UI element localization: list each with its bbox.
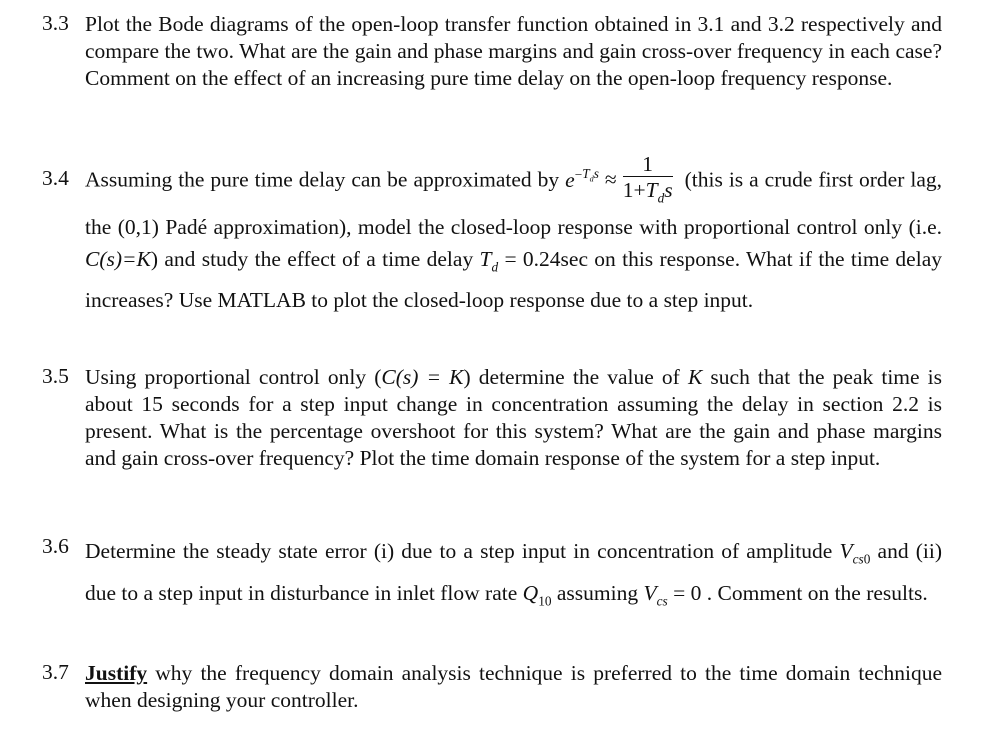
td-value: = 0.24 [504, 247, 561, 272]
question-number: 3.5 [42, 364, 69, 388]
text-c: such that the peak time is about 15 seconds for a step input change in concentration assuming the delay in section 2.2 is present. What is the percentage overshoot for this system? What are the gain and phase margins and gain cross-over frequency? Plot the time domain response of the system for a step input. [85, 365, 943, 470]
question-text [85, 364, 942, 472]
cs-equals-k: C(s)=K [85, 247, 151, 272]
gain-k: K [687, 365, 703, 389]
question-3-5 [42, 364, 942, 472]
text-e: Comment on the results. [717, 581, 928, 606]
question-number: 3.7 [42, 660, 69, 684]
pade-fraction [623, 152, 673, 211]
after-fraction-text: (this is a crude first order lag, the (0,1) Padé approximation), model the closed-loop response with proportional control only (i.e. [85, 167, 942, 240]
delay-exponential: $e^{-T_ds}$ [565, 166, 599, 192]
question-number: 3.6 [42, 534, 69, 558]
question-3-6 [42, 534, 942, 619]
text-d: = 0 . [673, 581, 713, 606]
question-number: 3.3 [42, 11, 69, 35]
text-a: Determine the steady state error (i) due to a step input in concentration of amplitude [85, 539, 833, 563]
justify-keyword: Justify [85, 661, 148, 685]
question-number: 3.4 [42, 166, 69, 190]
text-b: and (ii) due to a step input in disturbance in inlet flow rate [85, 539, 942, 606]
fraction-denominator: $1+T_ds$ [622, 178, 673, 206]
question-text [85, 534, 942, 619]
fraction-numerator: 1 [623, 152, 673, 177]
question-text: Assuming the pure time delay can be approximated by $e^{-T_ds}$ ≈ $\frac{1}{1+T_ds}$ (this is a crude first order lag, the (0,1) Padé approximation), model the closed-loop response with proportional control only (i.e. C(s)=K) and study the effect of a time delay $T_d = 0.24\sec$ on this response. What if the time delay increases? Use MATLAB to plot the closed-loop response due to a step input. [85, 152, 942, 312]
text-b: ) determine the value of [463, 365, 680, 389]
question-text: Plot the Bode diagrams of the open-loop transfer function obtained in 3.1 and 3.2 respectively and compare the two. What are the gain and phase margins and gain cross-over frequency in each case? Comment on the effect of an increasing pure time delay on the open-loop frequency response. [85, 12, 942, 90]
question-3-3 [42, 11, 942, 92]
tail-text: on this response. What if the time delay increases? Use MATLAB to plot the closed-loop response due to a step input. [85, 247, 942, 312]
vcs0-symbol: $V_{cs0}$ [839, 539, 871, 567]
vcs-symbol: $V_{cs}$ [643, 581, 668, 609]
text-a: Using proportional control only ( [85, 365, 382, 389]
q10-symbol: $Q_{10}$ [522, 581, 552, 609]
sec-unit: sec [560, 247, 588, 272]
text-c: assuming [556, 581, 639, 606]
question-3-4 [42, 152, 942, 316]
mid-text: ) and study the effect of a time delay [150, 247, 474, 272]
cs-equals-k: C(s) = K [381, 365, 464, 389]
question-3-7 [42, 660, 942, 714]
text-rest: why the frequency domain analysis technique is preferred to the time domain technique when designing your controller. [85, 661, 943, 712]
question-text [85, 660, 942, 714]
lead-text: Assuming the pure time delay can be approximated by [85, 167, 560, 192]
